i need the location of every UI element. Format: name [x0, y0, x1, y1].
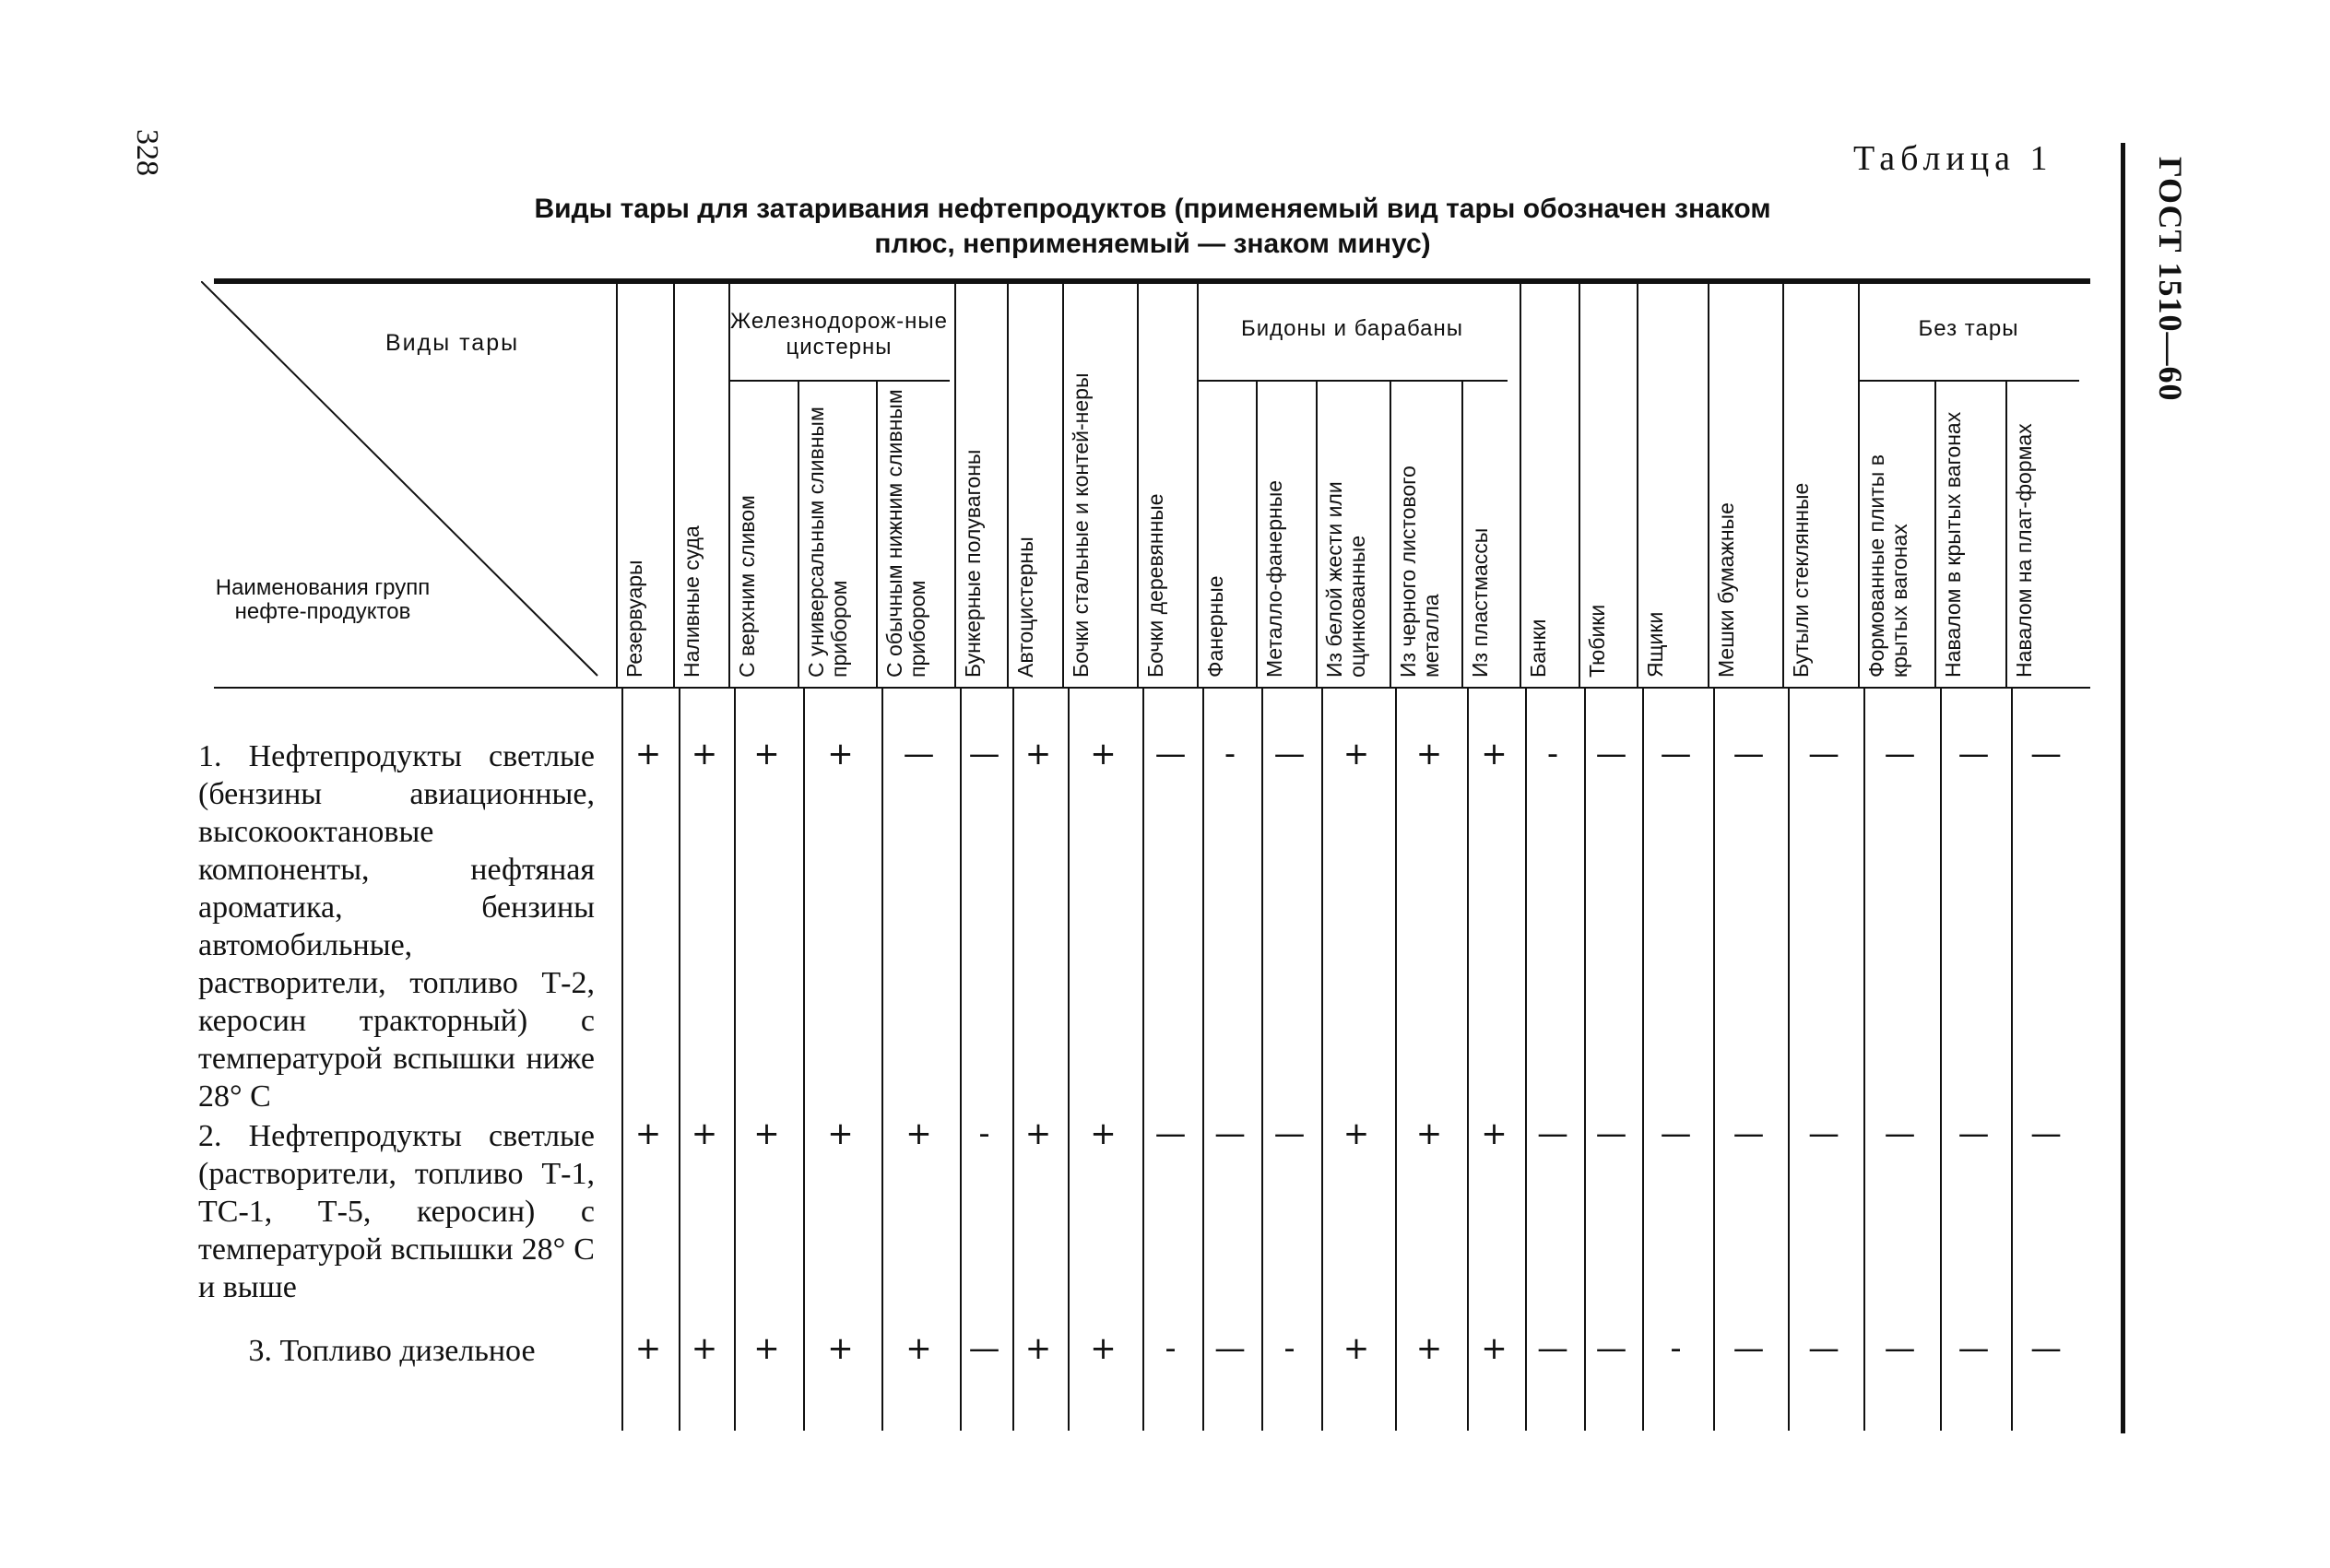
column-divider-body	[1584, 689, 1586, 1431]
column-divider-body	[679, 689, 680, 1431]
table-cell: —	[1808, 736, 1839, 772]
column-header: Формованные плиты в крытых вагонах	[1864, 454, 1911, 678]
group-rule-rail	[728, 380, 950, 382]
group-label-cans: Бидоны и барабаны	[1240, 316, 1464, 341]
column-divider-body	[2011, 689, 2013, 1431]
row-label-1: 1. Нефтепродукты светлые (бензины авиационные, высокооктановые компоненты, нефтяная ароматика, бензины автомобильные, растворители, топливо Т-2, керосин тракторный) с температурой вспышки ниже 28° С	[198, 739, 595, 1114]
column-divider-body	[1068, 689, 1070, 1431]
column-header: Навалом на плат-формах	[2012, 423, 2036, 678]
column-header: С обычным нижним сливным прибором	[882, 389, 929, 678]
table-cell: —	[1214, 1330, 1246, 1367]
column-divider-body	[1788, 689, 1790, 1431]
column-divider-body	[1467, 689, 1469, 1431]
table-cell: +	[827, 1330, 854, 1367]
table-cell: —	[1808, 1115, 1839, 1152]
table-cell: —	[1595, 1115, 1627, 1152]
column-header: Металло-фанерные	[1262, 479, 1286, 678]
column-header: Наливные суда	[680, 525, 704, 678]
column-divider-body	[621, 689, 623, 1431]
table-cell: +	[1024, 1115, 1052, 1152]
column-header: Из белой жести или оцинкованные	[1322, 481, 1369, 678]
column-divider-head	[673, 284, 675, 687]
table-cell: —	[1660, 736, 1692, 772]
column-divider-head	[2005, 382, 2007, 687]
column-divider-body	[960, 689, 962, 1431]
column-divider-body	[1261, 689, 1263, 1431]
group-rule-bulk	[1858, 380, 2079, 382]
column-header: Фанерные	[1203, 575, 1227, 678]
column-divider-body	[881, 689, 883, 1431]
column-divider-head	[1137, 284, 1139, 687]
table-cell: —	[1733, 1115, 1765, 1152]
table-cell: —	[1273, 1115, 1306, 1152]
column-header: С универсальным сливным прибором	[804, 407, 851, 678]
table-cell: —	[1537, 1330, 1568, 1367]
column-divider-body	[1202, 689, 1204, 1431]
column-header: Бочки стальные и контей-неры	[1069, 372, 1093, 678]
table-cell: +	[1090, 1115, 1117, 1152]
table-cell: —	[1957, 1115, 1990, 1152]
table-cell: +	[1024, 736, 1052, 772]
table-title: Виды тары для затаривания нефтепродуктов (применяемый вид тары обозначен знаком плюс, неприменяемый — знаком минус)	[534, 194, 1771, 259]
column-header: Из пластмассы	[1468, 527, 1492, 678]
gost-label: ГОСТ 1510—60	[2152, 157, 2189, 402]
column-divider-head	[1708, 284, 1709, 687]
table-cell: +	[691, 1115, 718, 1152]
column-divider-body	[803, 689, 805, 1431]
column-divider-body	[1142, 689, 1144, 1431]
column-divider-head	[876, 382, 878, 687]
column-divider-head	[728, 284, 730, 687]
margin-rule	[2121, 143, 2125, 1433]
table-cell: —	[2030, 736, 2062, 772]
table-cell: -	[978, 1115, 990, 1152]
column-divider-head	[1390, 382, 1391, 687]
table-cell: —	[1660, 1115, 1692, 1152]
table-cell: —	[2030, 1330, 2062, 1367]
column-divider-head	[798, 382, 799, 687]
table-cell: —	[1884, 736, 1916, 772]
column-divider-body	[1321, 689, 1323, 1431]
table-cell: +	[1415, 1330, 1443, 1367]
table-cell: -	[1224, 736, 1236, 772]
table-cell: +	[1415, 736, 1443, 772]
corner-header-tare: Виды тары	[385, 330, 520, 356]
column-divider-body	[1713, 689, 1715, 1431]
table-cell: —	[1154, 1115, 1187, 1152]
column-divider-head	[1316, 382, 1318, 687]
column-divider-head	[1520, 284, 1521, 687]
table-cell: +	[634, 1115, 662, 1152]
column-header: Навалом в крытых вагонах	[1941, 411, 1965, 678]
table-cell: —	[968, 1330, 1000, 1367]
table-cell: —	[1733, 1330, 1765, 1367]
page-number: 328	[130, 129, 164, 176]
column-divider-head	[1007, 284, 1009, 687]
table-cell: —	[1214, 1115, 1246, 1152]
corner-header-products: Наименования групп нефте-продуктов	[215, 575, 431, 624]
header-bottom-rule	[214, 687, 2090, 689]
column-divider-head	[1579, 284, 1580, 687]
group-label-rail: Железнодорож-ные цистерны	[730, 309, 948, 360]
table-cell: +	[753, 1115, 780, 1152]
table-cell: +	[1024, 1330, 1052, 1367]
column-divider-head	[1782, 284, 1784, 687]
table-cell: -	[1283, 1330, 1295, 1367]
table-cell: +	[691, 1330, 718, 1367]
column-divider-head	[1256, 382, 1258, 687]
column-divider-head	[1461, 382, 1463, 687]
table-cell: —	[1957, 1330, 1990, 1367]
column-header: Мешки бумажные	[1714, 502, 1738, 678]
column-divider-body	[1525, 689, 1527, 1431]
column-header: Бочки деревянные	[1143, 493, 1167, 678]
table-cell: —	[1273, 736, 1306, 772]
column-header: Бутыли стеклянные	[1789, 482, 1813, 678]
table-cell: —	[968, 736, 1000, 772]
column-divider-body	[1863, 689, 1865, 1431]
row-label-3: 3. Топливо дизельное	[248, 1334, 536, 1368]
table-cell: +	[753, 736, 780, 772]
column-header: Банки	[1526, 619, 1550, 678]
table-cell: —	[1733, 736, 1765, 772]
column-header: Бункерные полувагоны	[961, 449, 985, 678]
table-label: Таблица 1	[1853, 139, 2053, 178]
table-cell: —	[1884, 1115, 1916, 1152]
table-cell: +	[1481, 736, 1508, 772]
table-cell: +	[1415, 1115, 1443, 1152]
column-divider-body	[1940, 689, 1942, 1431]
column-divider-head	[1858, 284, 1860, 687]
table-cell: +	[1090, 736, 1117, 772]
table-cell: —	[903, 736, 935, 772]
table-cell: +	[1342, 1115, 1370, 1152]
table-cell: —	[1595, 1330, 1627, 1367]
column-divider-head	[1062, 284, 1064, 687]
table-cell: —	[1154, 736, 1187, 772]
table-cell: —	[1537, 1115, 1568, 1152]
column-divider-body	[734, 689, 736, 1431]
table-cell: +	[753, 1330, 780, 1367]
column-divider-head	[954, 284, 956, 687]
column-divider-head	[1637, 284, 1638, 687]
table-cell: —	[1808, 1330, 1839, 1367]
table-cell: +	[905, 1330, 932, 1367]
table-cell: —	[1957, 736, 1990, 772]
column-header: Резервуары	[622, 560, 646, 678]
column-header: Из черного листового металла	[1396, 466, 1443, 678]
table-cell: +	[1342, 736, 1370, 772]
table-cell: +	[691, 736, 718, 772]
column-header: Ящики	[1643, 611, 1667, 678]
table-cell: +	[827, 736, 854, 772]
table-cell: +	[1481, 1330, 1508, 1367]
column-header: Тюбики	[1585, 604, 1609, 678]
table-cell: +	[634, 1330, 662, 1367]
column-divider-body	[1395, 689, 1397, 1431]
table-cell: +	[905, 1115, 932, 1152]
group-label-bulk: Без тары	[1918, 316, 2019, 341]
column-divider-head	[616, 284, 618, 687]
table-cell: —	[1884, 1330, 1916, 1367]
table-cell: -	[1546, 736, 1559, 772]
column-divider-head	[1197, 284, 1199, 687]
table-cell: —	[2030, 1115, 2062, 1152]
column-header: С верхним сливом	[735, 495, 759, 678]
table-cell: +	[1342, 1330, 1370, 1367]
column-divider-body	[1642, 689, 1644, 1431]
table-cell: +	[1090, 1330, 1117, 1367]
table-cell: +	[1481, 1115, 1508, 1152]
column-header: Автоцистерны	[1013, 536, 1037, 678]
column-divider-head	[1934, 382, 1936, 687]
table-cell: —	[1595, 736, 1627, 772]
row-label-2: 2. Нефтепродукты светлые (растворители, топливо Т-1, ТС-1, Т-5, керосин) с температурой вспышки 28° С и выше	[198, 1119, 595, 1304]
column-divider-body	[1012, 689, 1014, 1431]
table-cell: -	[1670, 1330, 1682, 1367]
table-cell: -	[1165, 1330, 1177, 1367]
table-cell: +	[827, 1115, 854, 1152]
table-cell: +	[634, 736, 662, 772]
